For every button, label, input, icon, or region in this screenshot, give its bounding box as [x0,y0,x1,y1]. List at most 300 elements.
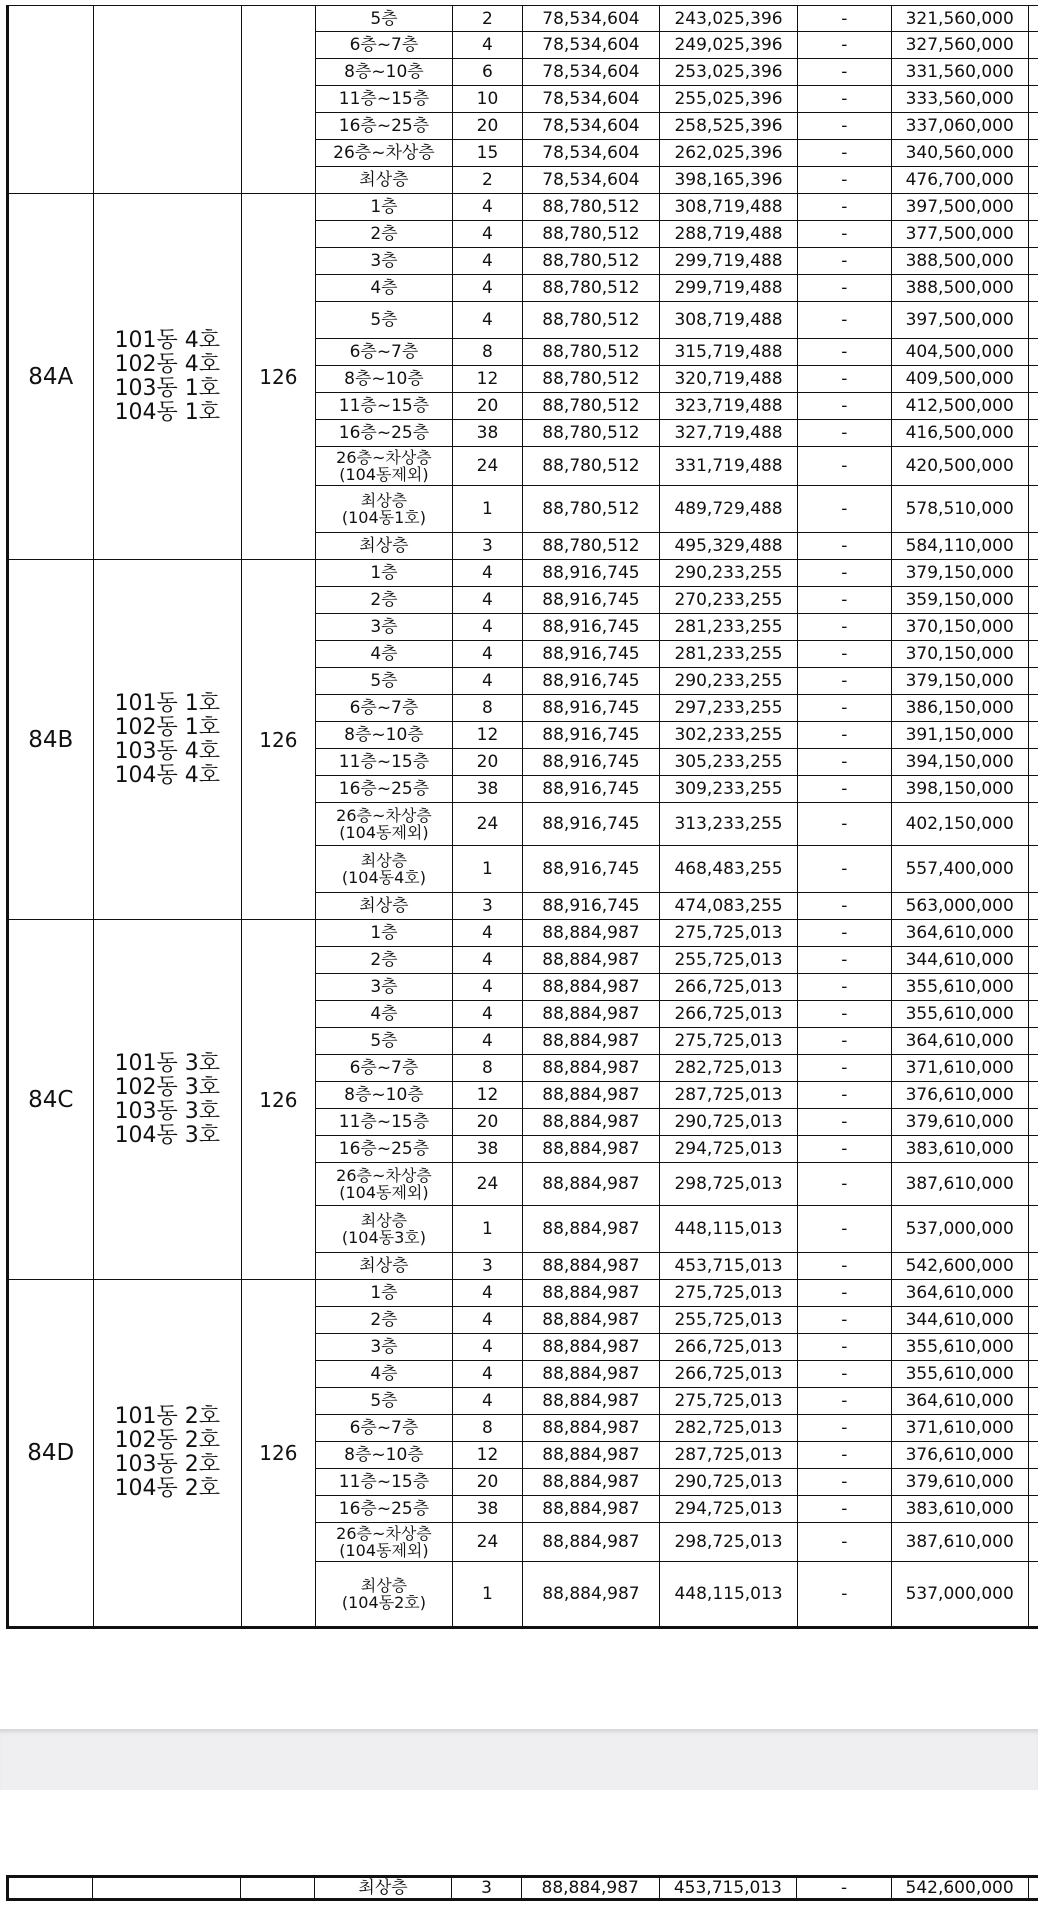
vat-cell: - [797,1307,891,1334]
building-price-cell: 290,233,255 [660,560,798,587]
land-price-cell: 88,780,512 [522,393,660,420]
land-price-cell: 88,780,512 [522,339,660,366]
vat-cell: - [797,1415,891,1442]
floor-label: 4층 [370,644,398,664]
land-price-cell: 88,884,987 [522,1307,660,1334]
vat-cell: - [797,275,891,302]
building-price-cell: 270,233,255 [660,587,798,614]
floor-label: (104동2호) [341,1593,426,1612]
building-price-cell: 266,725,013 [660,974,798,1001]
floor-label: 16층~25층 [338,1499,430,1519]
floor-cell [315,974,453,1001]
land-price-cell: 88,884,987 [522,1496,660,1523]
building-price-cell: 294,725,013 [660,1496,798,1523]
total-price-cell: 379,610,000 [891,1469,1028,1496]
unit-count-cell: 3 [452,1877,522,1900]
land-price-cell: 88,884,987 [522,1253,660,1280]
land-price-cell: 88,884,987 [522,1388,660,1415]
floor-label: 5층 [370,310,398,330]
clipped-column-cell [1028,1280,1038,1307]
floor-label: 6층~7층 [349,1058,419,1078]
building-price-cell: 474,083,255 [660,893,798,920]
floor-label: 3층 [370,617,398,637]
clipped-column-cell [1028,140,1038,167]
housing-type-cell: 84A [8,194,94,560]
vat-cell: - [797,1469,891,1496]
land-price-cell: 88,884,987 [522,1280,660,1307]
building-price-cell: 255,725,013 [660,947,798,974]
total-price-cell: 359,150,000 [891,587,1028,614]
clipped-column-cell [1028,32,1038,59]
total-price-cell: 364,610,000 [891,1388,1028,1415]
total-price-cell: 420,500,000 [891,447,1028,486]
unit-location-line: 102동 3호 [114,1074,221,1100]
floor-label: 최상층 [360,851,408,870]
unit-count-cell: 1 [453,486,522,533]
clipped-column-cell [1028,1206,1038,1253]
clipped-column-cell [1028,587,1038,614]
total-price-cell: 383,610,000 [891,1136,1028,1163]
unit-count-cell: 4 [453,920,522,947]
floor-cell [315,641,453,668]
land-price-cell: 88,884,987 [522,974,660,1001]
unit-location-line: 102동 1호 [114,714,221,740]
vat-cell: - [797,1280,891,1307]
land-price-cell: 88,916,745 [522,695,660,722]
floor-label: 26층~차상층 [336,806,432,825]
unit-count-cell: 8 [453,1415,522,1442]
unit-location-line: 103동 4호 [114,738,221,764]
land-price-cell: 88,884,987 [522,1523,660,1562]
vat-cell: - [797,1334,891,1361]
unit-count-cell: 4 [453,275,522,302]
price-table-continued [6,1875,1038,1901]
total-price-cell: 557,400,000 [891,846,1028,893]
total-price-cell: 370,150,000 [891,614,1028,641]
floor-label: 최상층 [359,896,409,916]
vat-cell: - [797,1523,891,1562]
unit-count-cell: 24 [453,803,522,846]
floor-label: 6층~7층 [349,1418,419,1438]
unit-count-cell: 4 [453,587,522,614]
clipped-column-cell [1028,1523,1038,1562]
clipped-column-cell [1028,339,1038,366]
floor-label: 1층 [370,563,398,583]
unit-count-cell: 4 [453,1028,522,1055]
table-row [8,1280,1038,1307]
land-price-cell: 78,534,604 [522,6,660,32]
building-price-cell: 302,233,255 [660,722,798,749]
land-price-cell: 88,916,745 [522,560,660,587]
floor-label: 최상층 [359,170,409,190]
land-price-cell: 88,916,745 [522,641,660,668]
total-price-cell: 376,610,000 [891,1442,1028,1469]
unit-count-cell: 4 [453,1001,522,1028]
floor-label: 16층~25층 [338,116,430,136]
vat-cell: - [797,140,891,167]
price-table-continued-body [8,1877,1038,1900]
floor-label: 5층 [370,8,398,29]
land-price-cell: 88,884,987 [522,1163,660,1206]
unit-count-cell: 4 [453,32,522,59]
floor-label: 11층~15층 [338,1472,430,1492]
land-price-cell: 78,534,604 [522,86,660,113]
land-price-cell: 88,780,512 [522,275,660,302]
unit-location-line: 102동 2호 [114,1428,221,1453]
unit-count-cell: 24 [453,1163,522,1206]
total-price-cell: 391,150,000 [891,722,1028,749]
clipped-column-cell [1028,695,1038,722]
floor-label: 2층 [370,224,398,244]
total-price-cell: 476,700,000 [891,167,1028,194]
building-price-cell: 266,725,013 [660,1361,798,1388]
vat-cell: - [797,722,891,749]
unit-location-line: 103동 2호 [114,1452,221,1477]
vat-cell: - [797,920,891,947]
vat-cell: - [797,167,891,194]
unit-location-line: 101동 2호 [114,1404,221,1429]
vat-cell: - [797,614,891,641]
clipped-column-cell [1028,947,1038,974]
clipped-column-cell [1028,420,1038,447]
unit-count-cell: 38 [453,420,522,447]
vat-cell: - [797,1361,891,1388]
clipped-column-cell [1028,447,1038,486]
floor-label: 16층~25층 [338,1139,430,1159]
unit-location-line: 104동 3호 [114,1122,221,1148]
floor-cell [315,893,453,920]
total-price-cell: 370,150,000 [891,641,1028,668]
total-price-cell: 377,500,000 [891,221,1028,248]
price-table-body [8,6,1038,1628]
table-row [8,920,1038,947]
total-price-cell: 388,500,000 [891,248,1028,275]
clipped-column-cell [1028,920,1038,947]
clipped-column-cell [1028,803,1038,846]
floor-label: 3층 [370,977,398,997]
floor-label: 8층~10층 [344,725,424,745]
clipped-column-cell [1028,641,1038,668]
unit-count-cell: 2 [453,6,522,32]
vat-cell: - [797,974,891,1001]
total-price-cell: 404,500,000 [891,339,1028,366]
table-row [8,560,1038,587]
building-price-cell: 495,329,488 [660,533,798,560]
building-price-cell: 398,165,396 [660,167,798,194]
building-price-cell: 287,725,013 [660,1082,798,1109]
unit-location-line: 101동 3호 [114,1050,221,1076]
building-price-cell: 290,725,013 [660,1469,798,1496]
floor-label: (104동4호) [341,868,426,887]
floor-cell [315,339,453,366]
land-price-cell: 88,780,512 [522,486,660,533]
building-price-cell: 320,719,488 [660,366,798,393]
total-price-cell: 355,610,000 [891,1361,1028,1388]
vat-cell: - [797,749,891,776]
building-price-cell: 282,725,013 [660,1415,798,1442]
floor-label: 5층 [370,1391,398,1411]
floor-label: 3층 [370,251,398,271]
land-price-cell: 88,780,512 [522,366,660,393]
floor-label: 26층~차상층 [336,1166,432,1185]
clipped-column-cell [1028,974,1038,1001]
vat-cell: - [797,641,891,668]
unit-count-cell: 4 [453,221,522,248]
land-price-cell: 88,916,745 [522,776,660,803]
vat-cell: - [797,587,891,614]
building-price-cell: 309,233,255 [660,776,798,803]
building-price-cell: 255,025,396 [660,86,798,113]
floor-cell [315,803,453,846]
floor-cell [315,1562,453,1628]
building-price-cell: 453,715,013 [659,1877,797,1900]
table-row [8,194,1038,221]
floor-cell [315,486,453,533]
total-price-cell: 327,560,000 [891,32,1028,59]
clipped-column-cell [1028,1307,1038,1334]
total-price-cell: 542,600,000 [891,1877,1028,1900]
floor-cell [315,776,453,803]
land-price-cell: 88,780,512 [522,302,660,339]
total-price-cell: 387,610,000 [891,1523,1028,1562]
floor-cell [315,1136,453,1163]
building-price-cell: 453,715,013 [660,1253,798,1280]
vat-cell: - [797,302,891,339]
vat-cell: - [797,420,891,447]
unit-count-cell: 38 [453,1136,522,1163]
vat-cell: - [797,486,891,533]
table-row [8,6,1038,32]
floor-cell [315,947,453,974]
total-price-cell: 398,150,000 [891,776,1028,803]
unit-location-line: 101동 4호 [114,327,221,353]
clipped-column-cell [1028,221,1038,248]
building-price-cell: 315,719,488 [660,339,798,366]
unit-count-cell: 4 [453,1361,522,1388]
floor-label: 최상층 [358,1878,408,1898]
building-price-cell: 281,233,255 [660,641,798,668]
floor-label: 26층~차상층 [336,448,432,467]
floor-cell [315,1361,453,1388]
total-price-cell: 584,110,000 [891,533,1028,560]
building-price-cell: 262,025,396 [660,140,798,167]
vat-cell: - [797,695,891,722]
clipped-column-cell [1028,1415,1038,1442]
floor-cell [315,221,453,248]
vat-cell: - [797,1388,891,1415]
total-price-cell: 344,610,000 [891,1307,1028,1334]
building-price-cell: 287,725,013 [660,1442,798,1469]
floor-cell [315,393,453,420]
building-price-cell: 249,025,396 [660,32,798,59]
land-price-cell: 88,916,745 [522,587,660,614]
unit-location-line: 104동 2호 [114,1476,221,1501]
vat-cell: - [797,1253,891,1280]
unit-count-cell: 4 [453,641,522,668]
floor-cell [315,1442,453,1469]
floor-label: (104동제외) [339,1183,429,1202]
unit-location-line: 103동 1호 [114,375,221,401]
total-price-cell: 537,000,000 [891,1206,1028,1253]
land-price-cell: 88,916,745 [522,722,660,749]
floor-label: 6층~7층 [349,342,419,362]
land-price-cell: 88,884,987 [522,947,660,974]
land-price-cell: 78,534,604 [522,59,660,86]
price-table [6,5,1038,1629]
vat-cell: - [797,1136,891,1163]
unit-count-cell: 10 [453,86,522,113]
floor-cell [315,722,453,749]
floor-cell [315,275,453,302]
floor-cell [315,587,453,614]
land-price-cell: 88,916,745 [522,668,660,695]
clipped-column-cell [1028,1877,1038,1900]
clipped-column-cell [1028,1253,1038,1280]
unit-location-cell [93,560,242,920]
clipped-column-cell [1028,1055,1038,1082]
total-price-cell: 412,500,000 [891,393,1028,420]
vat-cell: - [797,1082,891,1109]
building-price-cell: 294,725,013 [660,1136,798,1163]
vat-cell: - [797,366,891,393]
total-price-cell: 355,610,000 [891,1334,1028,1361]
vat-cell: - [797,1496,891,1523]
clipped-column-cell [1028,893,1038,920]
floor-label: 26층~차상층 [333,143,435,163]
unit-location-cell [93,194,242,560]
unit-count-cell: 4 [453,1280,522,1307]
building-price-cell: 308,719,488 [660,302,798,339]
floor-label: 4층 [370,278,398,298]
building-price-cell: 299,719,488 [660,275,798,302]
unit-count-cell: 38 [453,1496,522,1523]
group-total-cell: 126 [242,560,316,920]
floor-label: 2층 [370,1310,398,1330]
unit-location-line: 103동 3호 [114,1098,221,1124]
unit-count-cell: 4 [453,560,522,587]
building-price-cell: 275,725,013 [660,1028,798,1055]
clipped-column-cell [1028,248,1038,275]
clipped-column-cell [1028,393,1038,420]
clipped-column-cell [1028,1562,1038,1628]
floor-label: 11층~15층 [338,396,430,416]
land-price-cell: 78,534,604 [522,140,660,167]
floor-label: 1층 [370,197,398,217]
unit-count-cell: 15 [453,140,522,167]
total-price-cell: 383,610,000 [891,1496,1028,1523]
total-price-cell: 542,600,000 [891,1253,1028,1280]
clipped-column-cell [1028,1082,1038,1109]
floor-label: 6층~7층 [349,698,419,718]
clipped-column-cell [1028,846,1038,893]
vat-cell: - [797,1028,891,1055]
land-price-cell: 78,534,604 [522,167,660,194]
floor-label: (104동제외) [339,465,429,484]
vat-cell: - [797,393,891,420]
group-total-cell: 126 [242,1280,316,1628]
floor-cell [315,167,453,194]
total-price-cell: 397,500,000 [891,194,1028,221]
clipped-column-cell [1028,1028,1038,1055]
unit-count-cell: 20 [453,113,522,140]
clipped-column-cell [1028,1136,1038,1163]
building-price-cell: 275,725,013 [660,1388,798,1415]
vat-cell: - [797,1109,891,1136]
total-price-cell: 364,610,000 [891,1028,1028,1055]
floor-cell [315,1028,453,1055]
floor-label: 5층 [370,1031,398,1051]
floor-cell [315,302,453,339]
land-price-cell: 88,884,987 [522,1001,660,1028]
total-price-cell: 364,610,000 [891,920,1028,947]
building-price-cell: 258,525,396 [660,113,798,140]
unit-count-cell: 20 [453,1109,522,1136]
unit-location-line: 102동 4호 [114,351,221,377]
floor-cell [315,32,453,59]
total-price-cell: 371,610,000 [891,1055,1028,1082]
unit-location-line: 104동 4호 [114,762,221,788]
unit-count-cell: 4 [453,974,522,1001]
unit-count-cell: 20 [453,749,522,776]
unit-count-cell: 4 [453,947,522,974]
clipped-column-cell [1028,275,1038,302]
floor-cell [315,1163,453,1206]
housing-type-cell [8,6,94,194]
floor-cell [315,194,453,221]
clipped-column-cell [1028,1109,1038,1136]
clipped-column-cell [1028,1469,1038,1496]
unit-location-cell [93,920,242,1280]
land-price-cell: 88,780,512 [522,221,660,248]
vat-cell: - [797,668,891,695]
vat-cell: - [797,248,891,275]
floor-cell [315,447,453,486]
land-price-cell: 88,884,987 [522,1334,660,1361]
clipped-column-cell [1028,1334,1038,1361]
unit-count-cell: 1 [453,1206,522,1253]
total-price-cell: 321,560,000 [891,6,1028,32]
unit-location-cell [93,1280,242,1628]
floor-cell [315,6,453,32]
land-price-cell: 88,916,745 [522,749,660,776]
floor-cell [315,749,453,776]
building-price-cell: 275,725,013 [660,920,798,947]
clipped-column-cell [1028,1496,1038,1523]
unit-count-cell: 8 [453,695,522,722]
vat-cell: - [797,1163,891,1206]
land-price-cell: 88,916,745 [522,614,660,641]
unit-location-line: 104동 1호 [114,399,221,425]
floor-label: 11층~15층 [338,89,430,109]
clipped-column-cell [1028,1388,1038,1415]
floor-cell [315,59,453,86]
floor-cell [315,695,453,722]
unit-count-cell: 3 [453,1253,522,1280]
building-price-cell: 266,725,013 [660,1334,798,1361]
vat-cell: - [797,339,891,366]
unit-count-cell: 20 [453,393,522,420]
floor-label: (104동제외) [339,823,429,842]
total-price-cell: 344,610,000 [891,947,1028,974]
total-price-cell: 563,000,000 [891,893,1028,920]
floor-cell [315,1055,453,1082]
land-price-cell: 88,884,987 [522,920,660,947]
vat-cell: - [797,846,891,893]
group-total-cell [242,6,316,194]
group-total-cell [241,1877,314,1900]
floor-cell [315,366,453,393]
vat-cell: - [797,893,891,920]
